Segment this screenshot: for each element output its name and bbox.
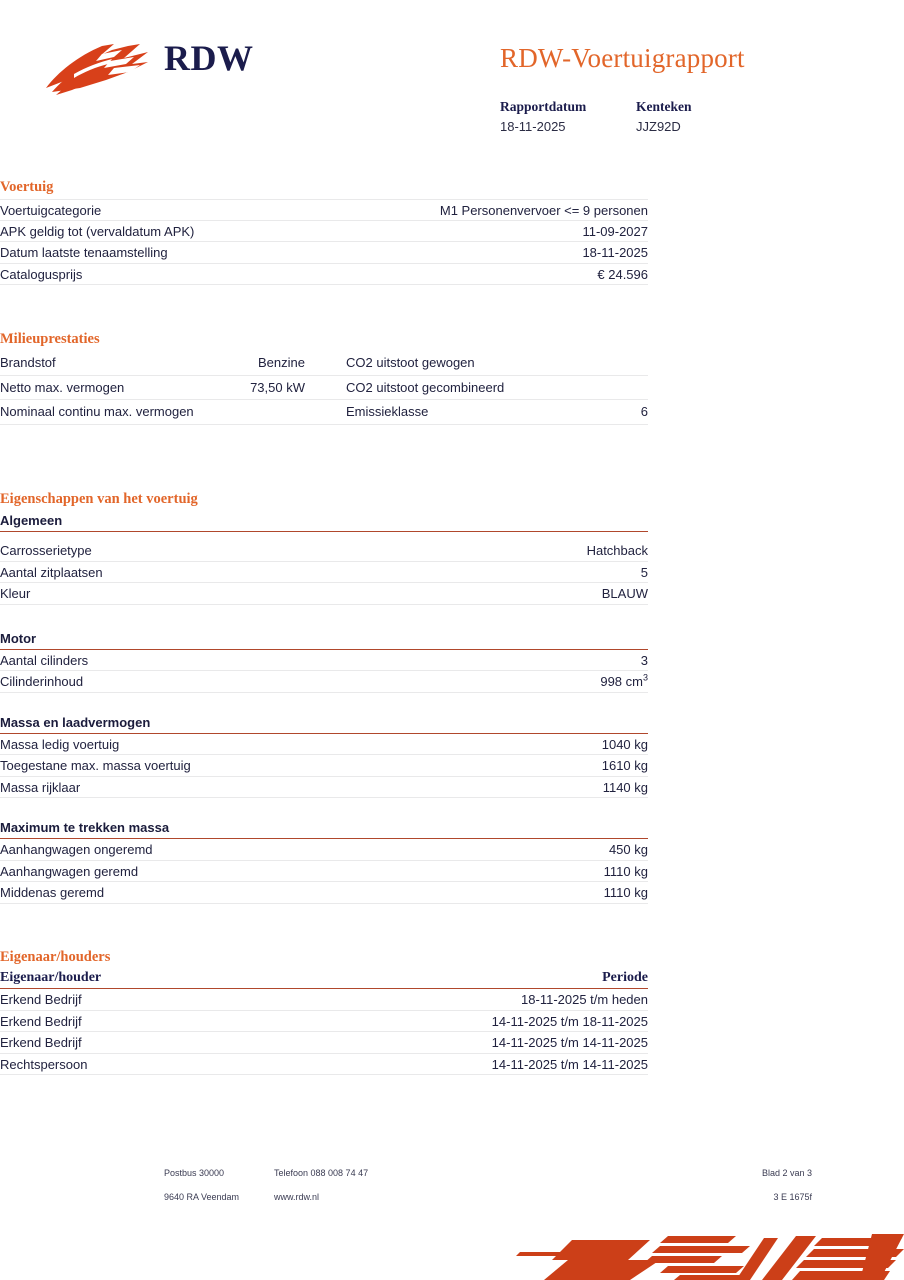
meta-license-plate-value: JJZ92D — [636, 119, 681, 134]
row-value: 3 — [640, 652, 648, 668]
meta-report-date — [500, 97, 636, 136]
row-value: 1040 kg — [601, 736, 648, 752]
footer-telephone: Telefoon 088 008 74 47 — [274, 1168, 369, 1178]
row-value: BLAUW — [601, 586, 648, 601]
footer-website[interactable]: www.rdw.nl — [274, 1192, 320, 1202]
row-label: Aantal cilinders — [0, 652, 89, 668]
table-row — [0, 264, 648, 286]
section-eigenschappen — [0, 490, 648, 904]
section-eigenaar-heading: Eigenaar/houders — [0, 949, 111, 965]
table-row — [0, 1011, 648, 1033]
table-row — [0, 583, 648, 605]
table-row — [0, 376, 648, 401]
group-divider — [0, 531, 648, 532]
group-massa — [0, 714, 648, 799]
row-label: Middenas geremd — [0, 885, 105, 900]
table-row — [0, 221, 648, 243]
group-motor-title: Motor — [0, 630, 37, 646]
table-row — [0, 755, 648, 777]
footer-form-code: 3 E 1675f — [773, 1192, 812, 1202]
row-value-right: 6 — [640, 404, 648, 419]
row-label-left: Brandstof — [0, 355, 56, 370]
table-row — [0, 400, 648, 425]
row-label-right: Emissieklasse — [346, 404, 429, 419]
footer-city: 9640 RA Veendam — [164, 1192, 240, 1202]
group-algemeen — [0, 512, 648, 605]
row-value-text: 998 cm — [600, 674, 643, 689]
table-row — [0, 1054, 648, 1076]
group-massa-title: Massa en laadvermogen — [0, 714, 151, 730]
owner-name: Erkend Bedrijf — [0, 1035, 82, 1050]
meta-report-date-label: Rapportdatum — [500, 99, 587, 114]
milieu-rows — [0, 351, 648, 425]
row-value: 1140 kg — [602, 779, 648, 795]
row-value-left: Benzine — [258, 355, 305, 370]
row-label: Datum laatste tenaamstelling — [0, 245, 168, 260]
meta-license-plate-label: Kenteken — [636, 99, 692, 114]
row-label: Catalogusprijs — [0, 266, 83, 282]
row-label: Aanhangwagen geremd — [0, 863, 139, 879]
meta-report-date-value: 18-11-2025 — [500, 119, 566, 134]
row-label: Massa ledig voertuig — [0, 736, 120, 752]
row-label: Toegestane max. massa voertuig — [0, 758, 191, 773]
row-label: Massa rijklaar — [0, 779, 81, 795]
row-label: Carrosserietype — [0, 543, 92, 558]
massa-rows — [0, 734, 648, 799]
section-milieuprestaties — [0, 330, 648, 425]
row-value: M1 Personenvervoer <= 9 personen — [439, 203, 648, 218]
owner-period: 14-11-2025 t/m 14-11-2025 — [491, 1056, 648, 1072]
footer-page-number: Blad 2 van 3 — [761, 1168, 812, 1178]
row-value: 450 kg — [608, 842, 648, 857]
row-label: Aantal zitplaatsen — [0, 564, 103, 580]
row-value: 5 — [640, 564, 648, 580]
table-row — [0, 242, 648, 264]
section-eigenschappen-heading: Eigenschappen van het voertuig — [0, 491, 198, 507]
owner-period: 14-11-2025 t/m 18-11-2025 — [491, 1013, 648, 1029]
voertuig-rows — [0, 199, 648, 285]
row-value: 18-11-2025 — [582, 245, 648, 260]
owner-period: 18-11-2025 t/m heden — [521, 992, 648, 1007]
owner-name: Rechtspersoon — [0, 1056, 88, 1072]
row-value-superscript: 3 — [642, 672, 648, 683]
trekken-massa-rows — [0, 839, 648, 904]
table-row — [0, 351, 648, 376]
footer-line-2 — [164, 1192, 812, 1216]
row-value: 1610 kg — [601, 758, 648, 773]
group-algemeen-title: Algemeen — [0, 513, 63, 528]
table-row — [0, 671, 648, 693]
group-motor — [0, 630, 648, 693]
meta-license-plate — [636, 97, 772, 136]
owner-period: 14-11-2025 t/m 14-11-2025 — [491, 1035, 648, 1050]
brand-wordmark: RDW — [164, 38, 254, 78]
report-meta — [500, 97, 772, 136]
table-row — [0, 650, 648, 672]
row-value: € 24.596 — [597, 266, 648, 282]
footer-line-1 — [164, 1168, 812, 1192]
section-voertuig — [0, 178, 648, 285]
group-trekken-massa-title: Maximum te trekken massa — [0, 820, 170, 835]
row-label: Voertuigcategorie — [0, 203, 102, 218]
row-value — [600, 671, 648, 693]
table-row — [0, 199, 648, 221]
section-eigenaar-houders — [0, 948, 648, 1075]
document-footer — [164, 1168, 812, 1216]
row-label: APK geldig tot (vervaldatum APK) — [0, 223, 195, 239]
table-row — [0, 861, 648, 883]
table-row — [0, 882, 648, 904]
table-row — [0, 839, 648, 861]
row-value: 1110 kg — [603, 863, 648, 879]
section-milieuprestaties-heading: Milieuprestaties — [0, 331, 100, 347]
document-title: RDW-Voertuigrapport — [500, 43, 745, 73]
table-row — [0, 562, 648, 584]
row-value: 11-09-2027 — [582, 223, 648, 239]
row-value-left: 73,50 kW — [250, 379, 305, 395]
row-label: Cilinderinhoud — [0, 674, 84, 689]
eigenaar-rows — [0, 989, 648, 1075]
row-label-left: Netto max. vermogen — [0, 379, 125, 395]
table-row — [0, 1032, 648, 1054]
footer-postbus: Postbus 30000 — [164, 1168, 225, 1178]
table-row — [0, 734, 648, 756]
owner-name: Erkend Bedrijf — [0, 1013, 82, 1029]
row-label-right: CO2 uitstoot gewogen — [346, 355, 475, 370]
table-row — [0, 989, 648, 1011]
period-column-header: Periode — [602, 970, 648, 985]
group-trekken-massa — [0, 819, 648, 904]
owner-table-header — [0, 969, 648, 988]
motor-rows — [0, 650, 648, 693]
rdw-feather-logo-icon — [44, 38, 156, 100]
algemeen-rows — [0, 540, 648, 605]
table-row — [0, 540, 648, 562]
owner-column-header: Eigenaar/houder — [0, 970, 102, 985]
rdw-speed-stripes-graphic-icon — [500, 1226, 904, 1280]
section-voertuig-heading: Voertuig — [0, 179, 54, 195]
row-value: 1110 kg — [603, 885, 648, 900]
row-label-right: CO2 uitstoot gecombineerd — [346, 379, 505, 395]
document-header — [0, 0, 904, 160]
owner-name: Erkend Bedrijf — [0, 992, 82, 1007]
row-label: Aanhangwagen ongeremd — [0, 842, 153, 857]
row-label-left: Nominaal continu max. vermogen — [0, 404, 194, 419]
row-value: Hatchback — [586, 543, 648, 558]
row-label: Kleur — [0, 586, 31, 601]
table-row — [0, 777, 648, 799]
